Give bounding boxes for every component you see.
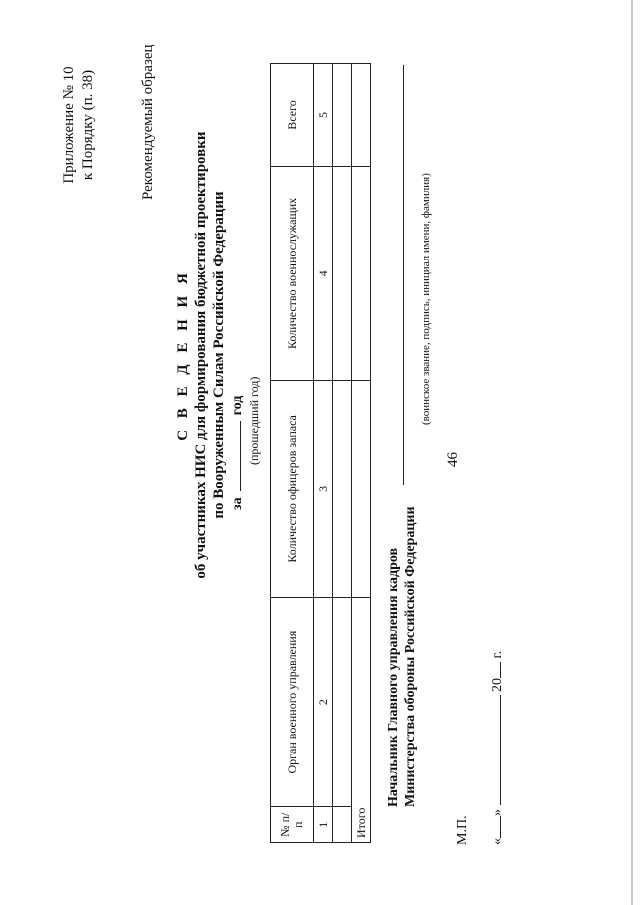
signature-hint: (воинское звание, подпись, инициал имени, фамилия): [420, 173, 432, 425]
appendix-line-2: к Порядку (п. 38): [80, 69, 96, 181]
signatory-title: [385, 506, 419, 807]
column-number-2: 2: [314, 597, 333, 807]
appendix-reference: [60, 55, 98, 195]
table-cell: [333, 380, 352, 597]
title-main: С В Е Д Е Н И Я: [175, 269, 191, 441]
table-row: [333, 64, 352, 843]
header-cell-total: Всего: [271, 64, 314, 167]
header-cell-servicemen: Количество военнослужащих: [271, 166, 314, 380]
appendix-line-1: Приложение № 10: [61, 66, 77, 184]
seal-place-label: М.П.: [455, 815, 470, 845]
title-line-3: по Вооруженным Силам Российской Федерации: [211, 191, 227, 519]
header-cell-organ: Орган военного управления: [271, 597, 314, 807]
date-close-quote: »: [490, 809, 505, 816]
year-hint: (прошедший год): [247, 376, 261, 465]
month-blank: [500, 696, 501, 806]
table-cell: [333, 807, 352, 843]
table-cell: [352, 380, 371, 597]
data-table: [270, 63, 371, 843]
day-blank: [500, 816, 501, 838]
date-line: [490, 651, 506, 845]
table-column-numbers-row: [314, 64, 333, 843]
year-prefix: 20: [490, 678, 505, 692]
signatory-line-1: Начальник Главного управления кадров: [386, 547, 401, 807]
table-cell: [333, 64, 352, 167]
period-prefix: за: [230, 497, 245, 510]
year-blank-short: [500, 662, 501, 678]
column-number-1: 1: [314, 807, 333, 843]
table-cell: [352, 64, 371, 167]
table-total-row: [352, 64, 371, 843]
period-suffix: год: [230, 395, 245, 416]
date-open-quote: «: [490, 838, 505, 845]
title-line-2: об участниках НИС для формирования бюджетной проектировки: [193, 131, 209, 579]
table-cell: [333, 166, 352, 380]
signatory-line-2: Министерства обороны Российской Федерации: [403, 506, 418, 807]
column-number-3: 3: [314, 380, 333, 597]
total-label: Итого: [352, 597, 371, 842]
recommended-sample-label: Рекомендуемый образец: [140, 44, 156, 200]
column-number-4: 4: [314, 166, 333, 380]
page-number: 46: [445, 452, 461, 467]
signature-line: [403, 65, 404, 485]
table-cell: [352, 166, 371, 380]
header-cell-reserve-officers: Количество офицеров запаса: [271, 380, 314, 597]
table-cell: [333, 597, 352, 807]
year-suffix: г.: [490, 650, 505, 659]
period-line: [230, 396, 246, 510]
column-number-5: 5: [314, 64, 333, 167]
header-cell-number: № п/п: [271, 807, 314, 843]
table-header-row: [271, 64, 314, 843]
year-blank: [240, 421, 241, 491]
document-title: [174, 125, 228, 585]
